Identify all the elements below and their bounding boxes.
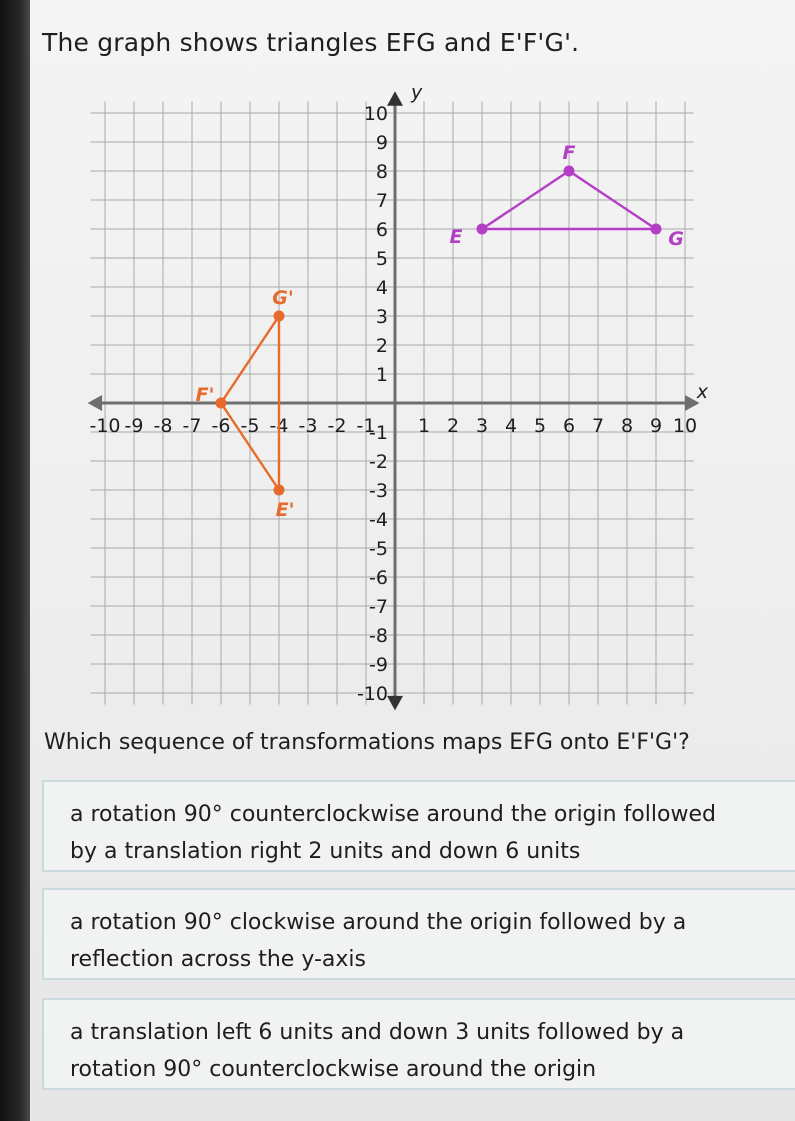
x-axis-arrow-left <box>88 395 103 411</box>
answer-option-1-line2: by a translation right 2 units and down 6 units <box>70 839 581 864</box>
vertex-point <box>274 485 285 496</box>
triangles <box>196 142 684 521</box>
y-tick-label: 6 <box>375 219 388 241</box>
x-tick-label: -2 <box>327 415 347 437</box>
answer-option-3[interactable] <box>42 998 795 1090</box>
vertex-label: E <box>449 226 463 248</box>
y-tick-label: 10 <box>363 103 388 125</box>
y-tick-label: -8 <box>369 625 388 647</box>
answer-choices <box>42 780 795 1106</box>
y-tick-label: 9 <box>375 132 388 154</box>
x-tick-label: -4 <box>269 415 289 437</box>
x-tick-label: -1 <box>356 415 376 437</box>
y-tick-label: -7 <box>369 596 388 618</box>
x-tick-label: 6 <box>562 415 576 437</box>
y-tick-label: -1 <box>369 422 388 444</box>
x-tick-label: 7 <box>591 415 605 437</box>
x-tick-label: 9 <box>649 415 663 437</box>
y-tick-label: -10 <box>356 683 388 705</box>
y-tick-label: 3 <box>375 306 388 328</box>
y-tick-label: 1 <box>375 364 388 386</box>
answer-option-2[interactable] <box>42 888 795 980</box>
x-tick-label: 5 <box>533 415 547 437</box>
vertex-label: G' <box>272 287 294 309</box>
x-tick-label: 2 <box>446 415 460 437</box>
vertex-point <box>477 224 488 235</box>
y-tick-label: 4 <box>375 277 388 299</box>
x-tick-label: -5 <box>240 415 260 437</box>
x-tick-label: 1 <box>417 415 431 437</box>
answer-option-2-line1: a rotation 90° clockwise around the origin followed by a <box>70 910 687 935</box>
y-tick-label: 8 <box>375 161 388 183</box>
y-tick-label: 5 <box>375 248 388 270</box>
vertex-label: F <box>562 142 576 164</box>
answer-option-2-line2: reflection across the y-axis <box>70 947 366 972</box>
x-tick-label: 8 <box>620 415 634 437</box>
y-tick-label: -4 <box>369 509 388 531</box>
vertex-label: E' <box>275 499 295 521</box>
x-tick-label: 10 <box>672 415 698 437</box>
axes <box>88 82 709 711</box>
y-tick-label: -2 <box>369 451 388 473</box>
y-tick-label: 7 <box>375 190 388 212</box>
vertex-label: F' <box>195 384 215 406</box>
answer-option-3-line2: rotation 90° counterclockwise around the origin <box>70 1057 597 1082</box>
y-axis-arrow-up <box>387 91 403 106</box>
question-title: The graph shows triangles EFG and E'F'G'. <box>42 28 580 57</box>
x-tick-label: -8 <box>153 415 173 437</box>
x-tick-label: 4 <box>504 415 518 437</box>
y-tick-label: -9 <box>369 654 388 676</box>
x-tick-label: -9 <box>124 415 144 437</box>
x-tick-label: 3 <box>475 415 489 437</box>
y-tick-label: 2 <box>375 335 388 357</box>
x-tick-label: -6 <box>211 415 231 437</box>
x-tick-label: -7 <box>182 415 202 437</box>
answer-option-1-line1: a rotation 90° counterclockwise around the origin followed <box>70 802 716 827</box>
x-tick-label: -10 <box>89 415 121 437</box>
question-prompt: Which sequence of transformations maps EFG onto E'F'G'? <box>44 730 690 755</box>
y-tick-label: -3 <box>369 480 388 502</box>
y-axis-label: y <box>411 81 423 104</box>
vertex-point <box>651 224 662 235</box>
x-tick-label: -3 <box>298 415 318 437</box>
x-axis-label: x <box>696 381 709 403</box>
vertex-label: G <box>668 228 684 250</box>
vertex-point <box>274 311 285 322</box>
vertex-point <box>216 398 227 409</box>
y-tick-label: -5 <box>369 538 388 560</box>
y-axis-arrow-down <box>387 696 403 711</box>
answer-option-3-line1: a translation left 6 units and down 3 units followed by a <box>70 1020 685 1045</box>
y-tick-label: -6 <box>369 567 388 589</box>
answer-option-1[interactable] <box>42 780 795 872</box>
vertex-point <box>564 166 575 177</box>
